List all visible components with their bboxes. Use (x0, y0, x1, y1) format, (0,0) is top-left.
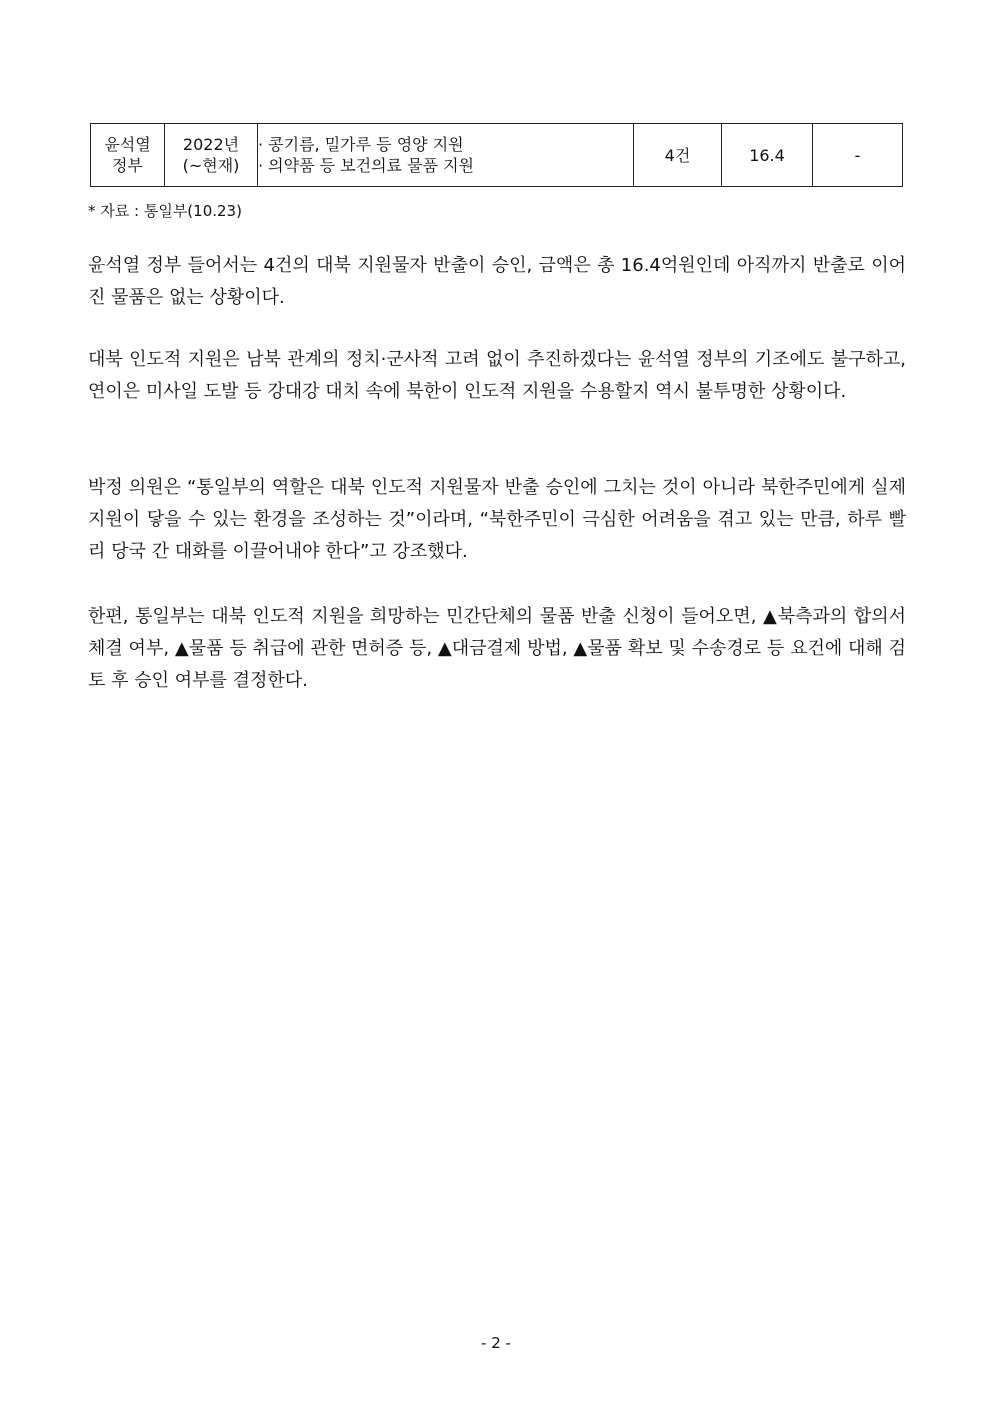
paragraph: 윤석열 정부 들어서는 4건의 대북 지원물자 반출이 승인, 금액은 총 16.4억원인데 아직까지 반출로 이어진 물품은 없는 상황이다. (88, 255, 906, 308)
paragraph: 박정 의원은 “통일부의 역할은 대북 인도적 지원물자 반출 승인에 그치는 것이 아니라 북한주민에게 실제 지원이 닿을 수 있는 환경을 조성하는 것”이라며, “북한주민이 극심한 어려움을 겪고 있는 만큼, 하루 빨리 당국 간 대화를 이끌어내야 한다”고 강조했다. (88, 477, 906, 562)
government-name-line2: 정부 (112, 156, 143, 175)
item-line: · 콩기름, 밀가루 등 영양 지원 (258, 135, 464, 154)
year-line2: (~현재) (182, 156, 240, 175)
item-line: · 의약품 등 보건의료 물품 지원 (258, 156, 474, 175)
page-number: - 2 - (481, 1334, 511, 1352)
year-cell (165, 124, 258, 187)
paragraph: 대북 인도적 지원은 남북 관계의 정치·군사적 고려 없이 추진하겠다는 윤석열 정부의 기조에도 불구하고, 연이은 미사일 도발 등 강대강 대치 속에 북한이 인도적 지원을 수용할지 역시 불투명한 상황이다. (88, 349, 906, 402)
paragraph: 한편, 통일부는 대북 인도적 지원을 희망하는 민간단체의 물품 반출 신청이 들어오면, ▲북측과의 합의서 체결 여부, ▲물품 등 취급에 관한 면허증 등, ▲대금결제 방법, ▲물품 확보 및 수송경로 등 요건에 대해 검토 후 승인 여부를 결정한다. (88, 606, 906, 691)
support-table (90, 123, 903, 187)
source-note: * 자료 : 통일부(10.23) (88, 202, 242, 220)
table-row (91, 124, 903, 187)
government-cell (91, 124, 165, 187)
government-name-line1: 윤석열 (104, 135, 151, 154)
note-cell: - (813, 124, 903, 187)
items-cell (258, 124, 634, 187)
year-line1: 2022년 (182, 135, 240, 154)
amount-cell: 16.4 (722, 124, 813, 187)
count-cell: 4건 (634, 124, 722, 187)
